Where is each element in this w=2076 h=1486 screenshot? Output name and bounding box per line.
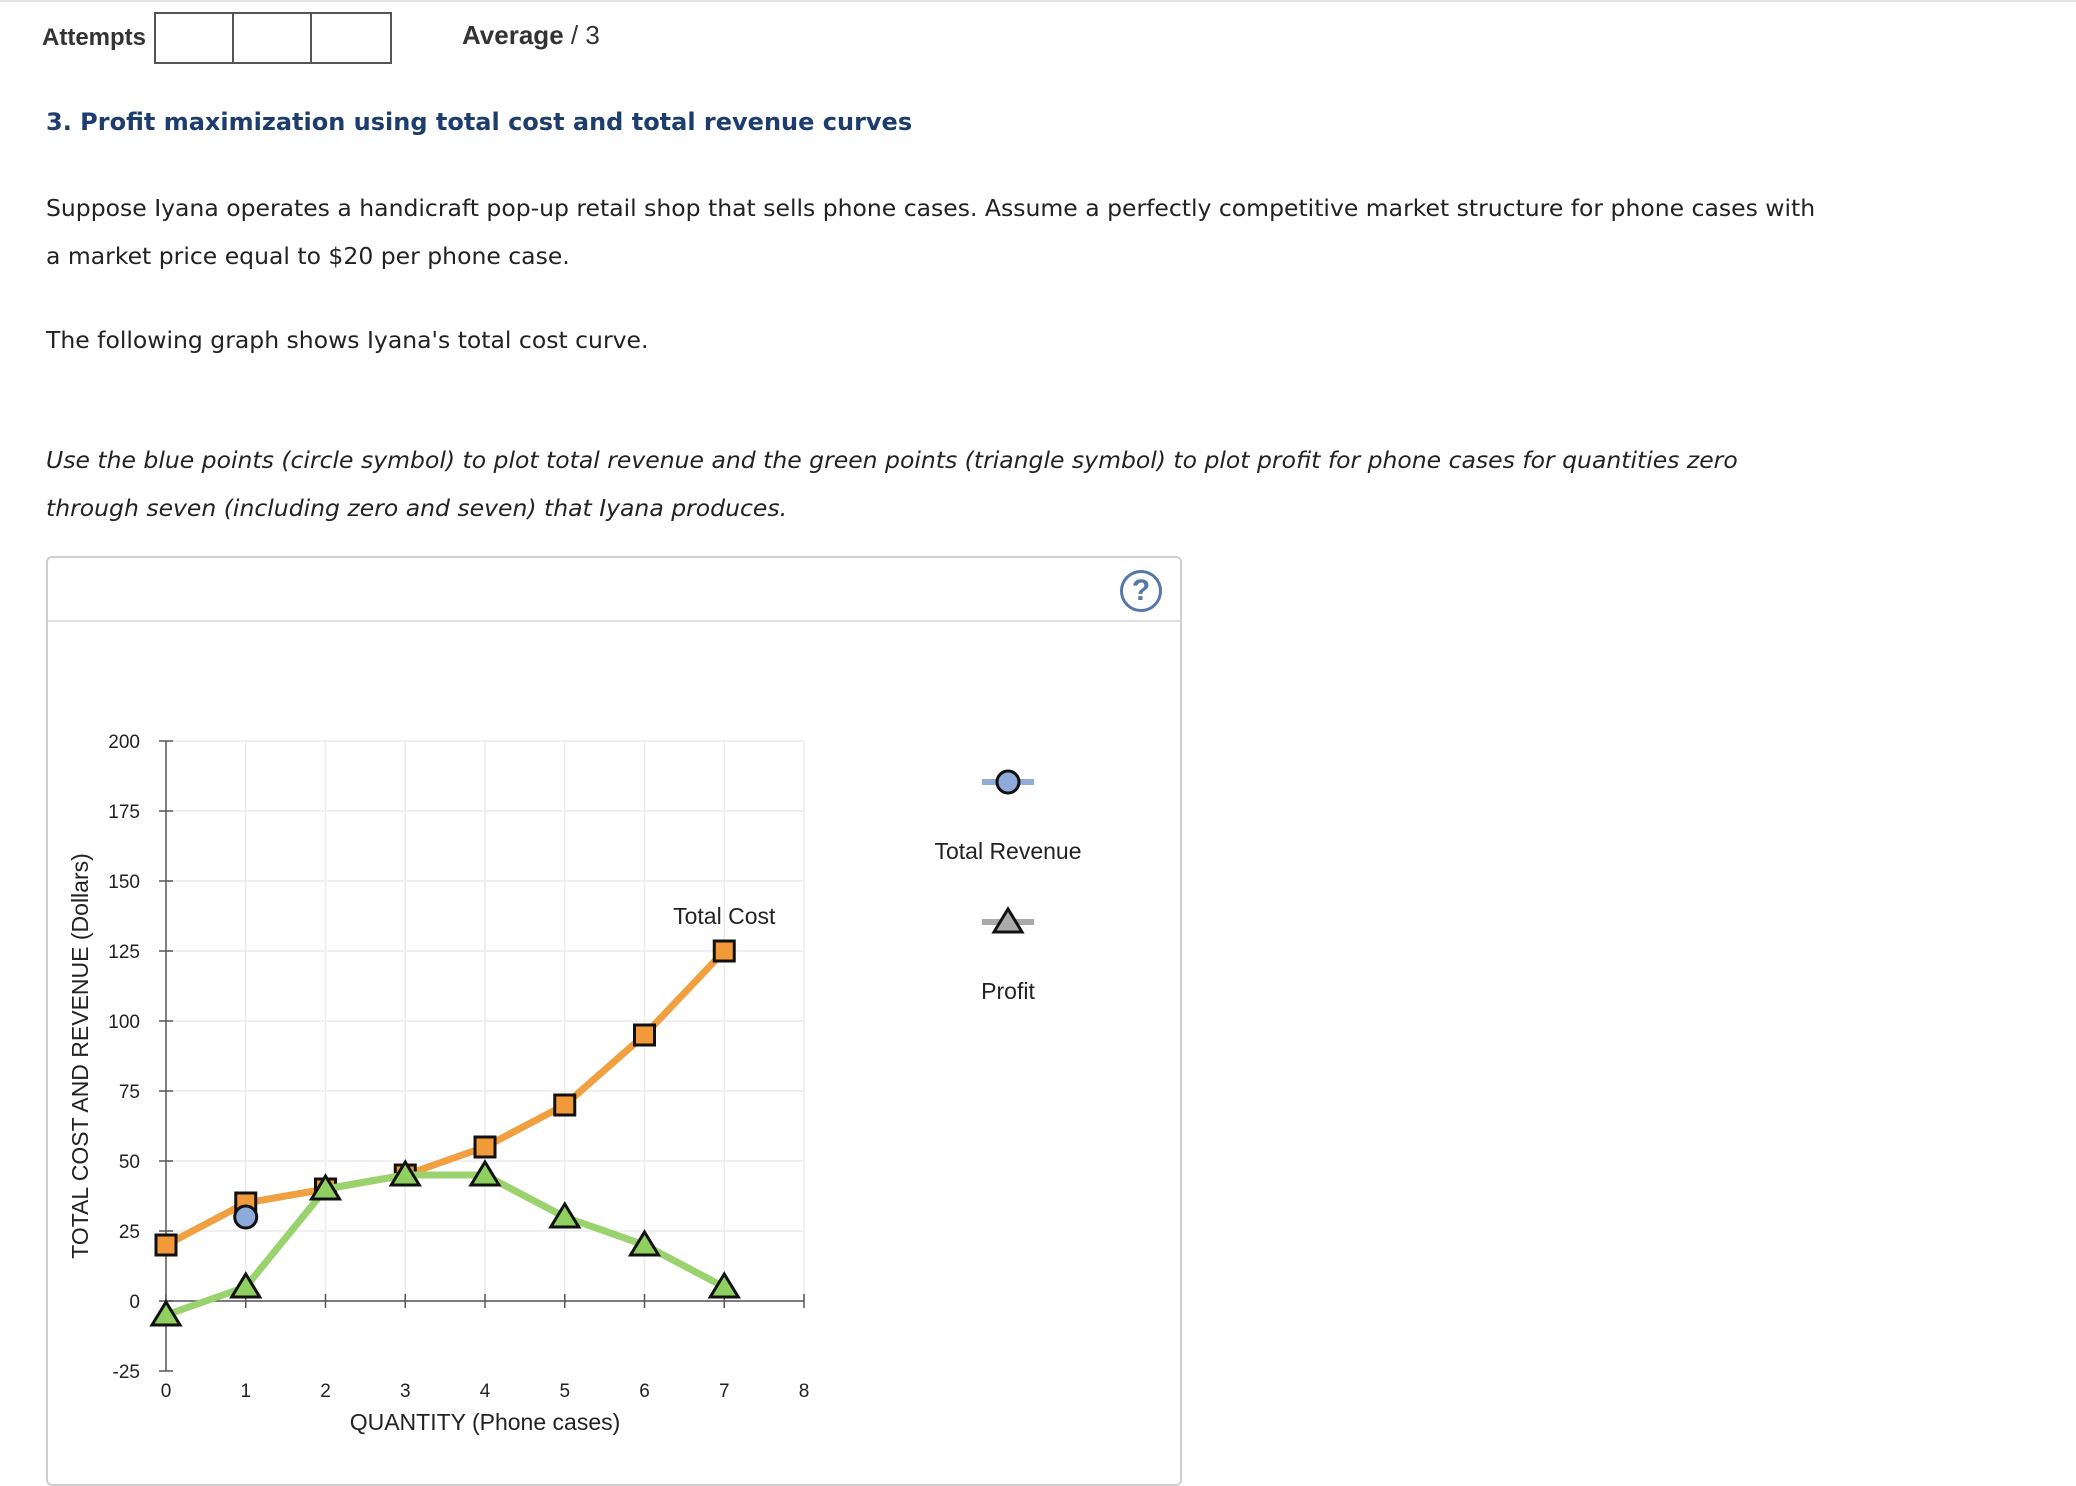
x-tick-label: 1 — [240, 1381, 252, 1402]
x-tick-label: 0 — [160, 1381, 172, 1402]
y-tick-label: 25 — [118, 1222, 140, 1243]
y-tick-label: 125 — [108, 942, 140, 963]
x-tick-label: 2 — [320, 1381, 331, 1402]
attempts-label: Attempts — [42, 24, 147, 51]
average-label: Average — [462, 20, 564, 50]
attempt-box — [234, 14, 312, 62]
y-tick-label: 0 — [129, 1292, 140, 1313]
x-axis-title: QUANTITY (Phone cases) — [349, 1409, 621, 1435]
y-tick-label: 175 — [108, 802, 140, 823]
y-tick-label: 150 — [108, 872, 140, 893]
y-tick-label: 100 — [108, 1012, 140, 1033]
question-paragraph-line: Suppose Iyana operates a handicraft pop-up retail shop that sells phone cases. Assume a perfectly competitive market structure for phone cases with — [46, 194, 1816, 222]
question-paragraph-line: a market price equal to $20 per phone case. — [46, 242, 570, 270]
graph-intro-text: The following graph shows Iyana's total cost curve. — [46, 326, 649, 354]
x-tick-label: 4 — [479, 1381, 491, 1402]
attempt-box — [312, 14, 390, 62]
y-tick-label: -25 — [112, 1362, 140, 1383]
total-cost-annotation: Total Cost — [673, 903, 776, 929]
x-tick-label: 3 — [399, 1381, 411, 1402]
x-tick-label: 5 — [559, 1381, 571, 1402]
instruction-line: Use the blue points (circle symbol) to plot total revenue and the green points (triangle symbol) to plot profit for phone cases for quantities zero — [46, 446, 1738, 474]
instruction-line: through seven (including zero and seven) that Iyana produces. — [46, 494, 788, 522]
x-tick-label: 6 — [639, 1381, 650, 1402]
x-tick-label: 8 — [798, 1381, 810, 1402]
top-divider — [0, 0, 2076, 2]
average-score — [462, 20, 600, 51]
legend-profit-label: Profit — [981, 978, 1035, 1004]
y-axis-title: TOTAL COST AND REVENUE (Dollars) — [67, 853, 93, 1259]
average-suffix: / 3 — [563, 20, 600, 50]
graph-panel — [46, 556, 1182, 1486]
question-title: 3. Profit maximization using total cost and total revenue curves — [46, 108, 913, 136]
y-tick-label: 200 — [108, 732, 140, 753]
y-tick-label: 50 — [118, 1152, 140, 1173]
graph-panel-header — [48, 558, 1180, 622]
x-tick-label: 7 — [718, 1381, 730, 1402]
help-icon[interactable]: ? — [1120, 570, 1162, 612]
y-tick-label: 75 — [118, 1082, 140, 1103]
legend-total-revenue-label: Total Revenue — [934, 838, 1082, 864]
attempt-box — [156, 14, 234, 62]
attempt-boxes — [154, 12, 392, 64]
attempts-bar — [42, 10, 392, 66]
